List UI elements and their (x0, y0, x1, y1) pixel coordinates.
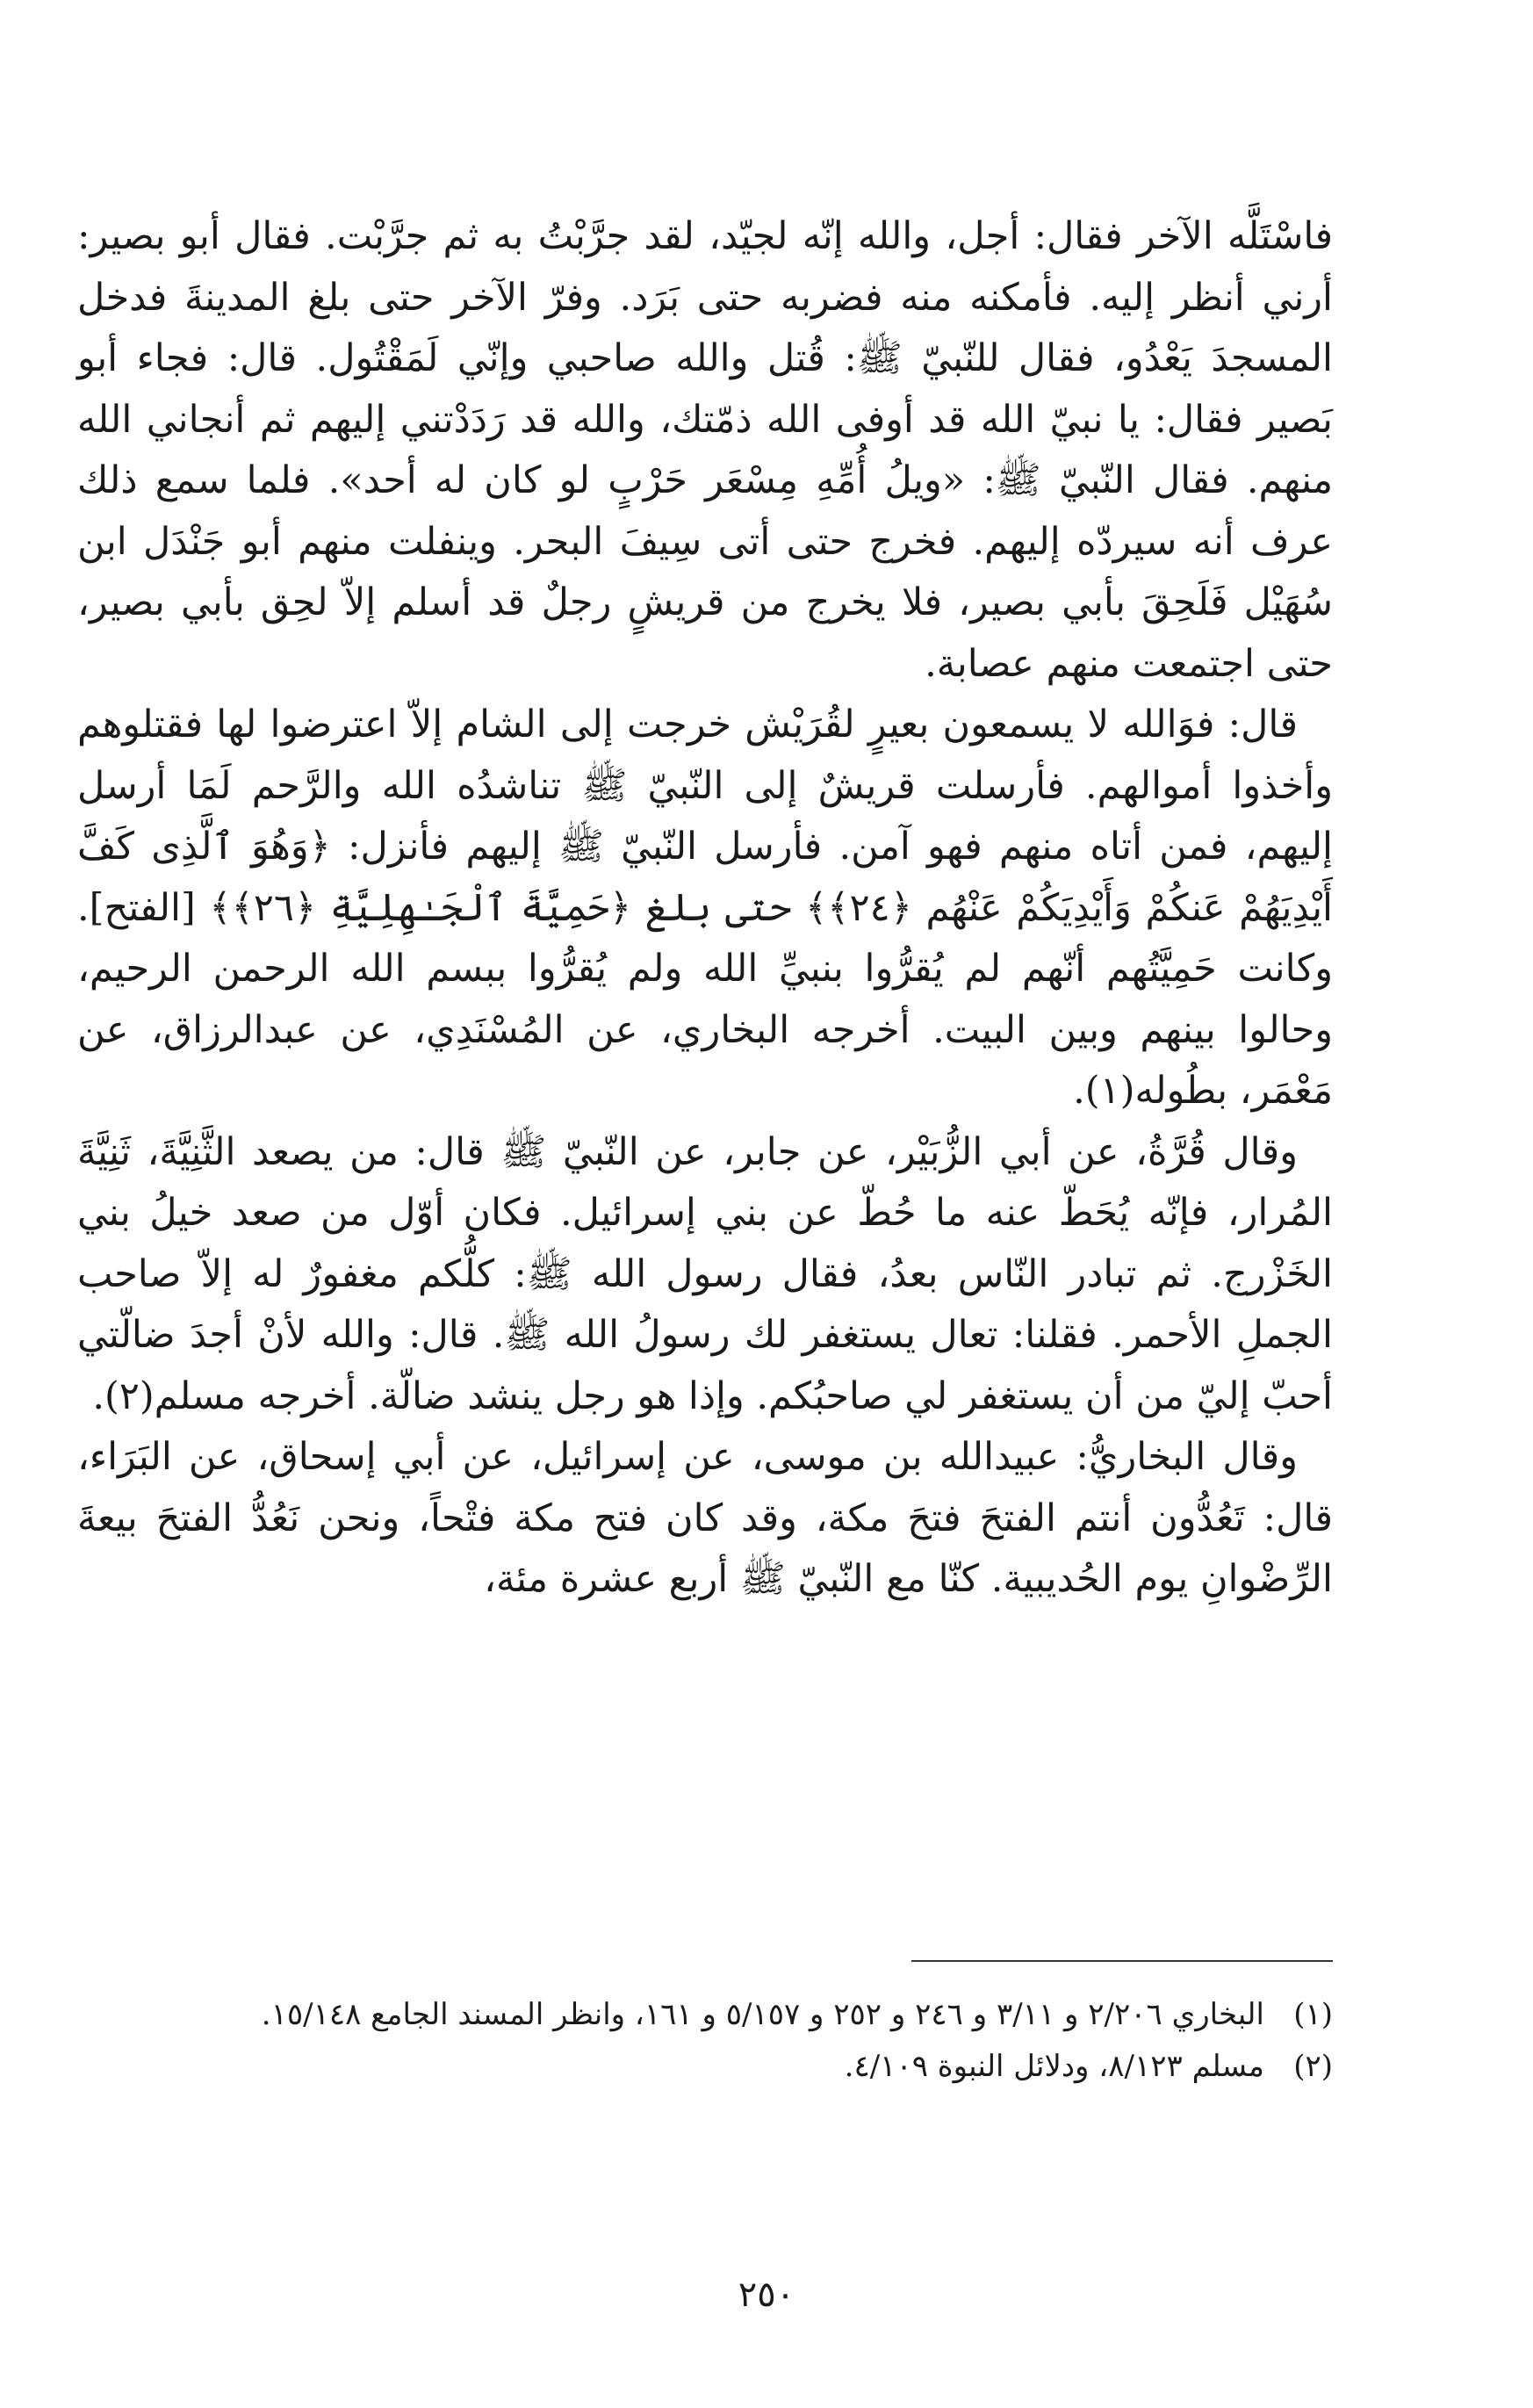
footnote-divider (911, 1960, 1333, 1962)
main-text (77, 206, 1333, 1611)
paragraph-1: فاسْتَلَّه الآخر فقال: أجل، والله إنّه لجيّد، لقد جرَّبْتُ به ثم جرَّبْت. فقال أبو بصير: أرني أنظر إليه. فأمكنه منه فضربه حتى بَرَد. وفرّ الآخر حتى بلغ المدينةَ فدخل المسجدَ يَعْدُو، فقال للنّبيّ ﷺ: قُتل والله صاحبي وإنّي لَمَقْتُول. قال: فجاء أبو بَصير فقال: يا نبيّ الله قد أوفى الله ذمّتك، والله قد رَدَدْتني إليهم ثم أنجاني الله منهم. فقال النّبيّ ﷺ: «ويلُ أُمِّهِ مِسْعَر حَرْبٍ لو كان له أحد». فلما سمع ذلك عرف أنه سيردّه إليهم. فخرج حتى أتى سِيفَ البحر. وينفلت منهم أبو جَنْدَل ابن سُهَيْل فَلَحِقَ بأبي بصير، فلا يخرج من قريشٍ رجلٌ قد أسلم إلاّ لحِق بأبي بصير، حتى اجتمعت منهم عصابة. (77, 214, 1333, 686)
footnote-number: (١) (1293, 1997, 1333, 2032)
footnote-text: مسلم ٨/١٢٣، ودلائل النبوة ٤/١٠٩. (844, 2049, 1264, 2084)
paragraph-2: قال: فوَالله لا يسمعون بعيرٍ لقُرَيْش خرجت إلى الشام إلاّ اعترضوا لها فقتلوهم وأخذوا أموالهم. فأرسلت قريشٌ إلى النّبيّ ﷺ تناشدُه الله والرَّحم لَمَا أرسل إليهم، فمن أتاه منهم فهو آمن. فأرسل النّبيّ ﷺ إليهم فأنزل: ﴿وَهُوَ ٱلَّذِى كَفَّ أَيْدِيَهُمْ عَنكُمْ وَأَيْدِيَكُمْ عَنْهُم ﴿٢٤﴾﴾ حتى بلغ ﴿حَمِيَّةَ ٱلْجَـٰهِلِيَّةِ ﴿٢٦﴾﴾ [الفتح]. وكانت حَمِيَّتُهم أنّهم لم يُقرُّوا بنبيِّ الله ولم يُقرُّوا ببسم الله الرحمن الرحيم، وحالوا بينهم وبين البيت. أخرجه البخاري، عن المُسْنَدِي، عن عبدالرزاق، عن مَعْمَر، بطُوله(١). (77, 703, 1334, 1113)
paragraph-4: وقال البخاريُّ: عبيدالله بن موسى، عن إسرائيل، عن أبي إسحاق، عن البَرَاء، قال: تَعُدُّون أنتم الفتحَ فتحَ مكة، وقد كان فتح مكة فتْحاً، ونحن نَعُدُّ الفتحَ بيعةَ الرِّضْوانِ يوم الحُديبية. كنّا مع النّبيّ ﷺ أربع عشرة مئة، (77, 1435, 1333, 1601)
footnotes (77, 1992, 1333, 2095)
footnote-1 (77, 1992, 1333, 2038)
page-number: ٢٥٠ (738, 2275, 795, 2315)
footnote-number: (٢) (1293, 2049, 1333, 2084)
paragraph-3: وقال قُرَّةُ، عن أبي الزُّبَيْر، عن جابر، عن النّبيّ ﷺ قال: من يصعد الثَّنِيَّةَ، ثَنِيَّةَ المُرار، فإنّه يُحَطّ عنه ما حُطّ عن بني إسرائيل. فكان أوّل من صعد خيلُ بني الخَزْرج. ثم تبادر النّاس بعدُ، فقال رسول الله ﷺ: كلُّكم مغفورٌ له إلاّ صاحب الجملِ الأحمر. فقلنا: تعال يستغفر لك رسولُ الله ﷺ. قال: والله لأنْ أجدَ ضالّتي أحبّ إليّ من أن يستغفر لي صاحبُكم. وإذا هو رجل ينشد ضالّة. أخرجه مسلم(٢). (77, 1129, 1333, 1418)
footnote-2 (77, 2044, 1333, 2090)
footnote-text: البخاري ٢/٢٠٦ و ٣/١١ و ٢٤٦ و ٢٥٢ و ٥/١٥٧ و ١٦١، وانظر المسند الجامع ١٥/١٤٨. (261, 1997, 1264, 2032)
